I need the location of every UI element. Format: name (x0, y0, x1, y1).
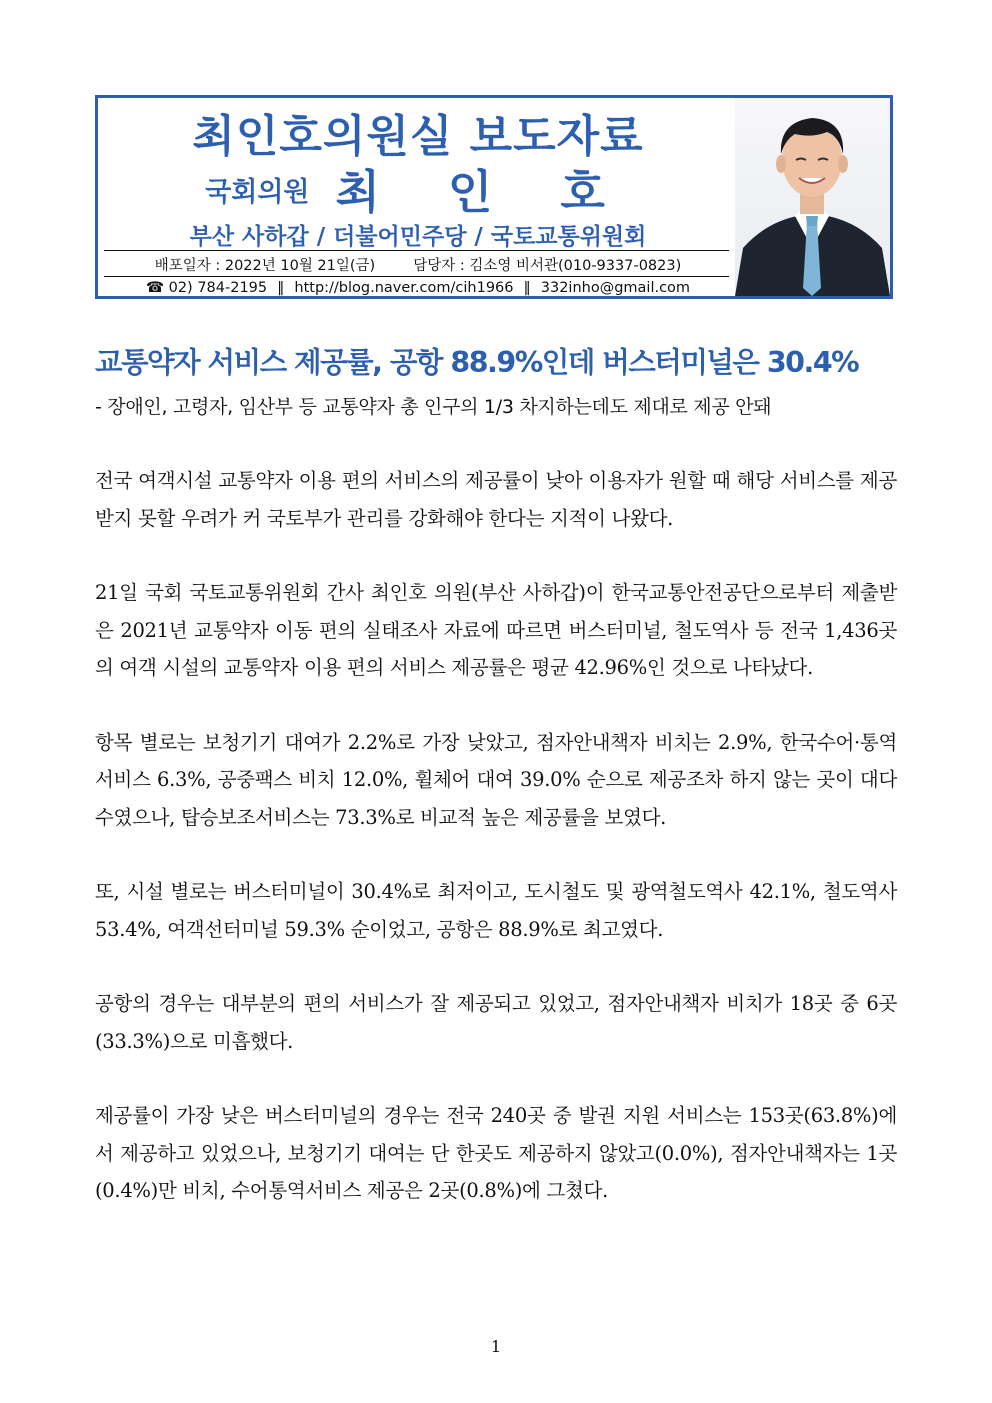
paragraph: 또, 시설 별로는 버스터미널이 30.4%로 최저이고, 도시철도 및 광역철도역사 42.1%, 철도역사 53.4%, 여객선터미널 59.3% 순이었고, 공항은 88.9%로 최고였다. (95, 880, 897, 941)
portrait-illustration (735, 98, 890, 296)
paragraph: 제공률이 가장 낮은 버스터미널의 경우는 전국 240곳 중 발권 지원 서비스는 153곳(63.8%)에서 제공하고 있었으나, 보청기기 대여는 단 한곳도 제공하지 않았고(0.0%), 점자안내책자는 1곳(0.4%)만 비치, 수어통역서비스 제공은 2곳(0.8%)에 그쳤다. (95, 1104, 897, 1202)
lawmaker-portrait (735, 98, 890, 296)
blog-link[interactable]: http://blog.naver.com/cih1966 (294, 280, 514, 296)
email-address[interactable]: 332inho@gmail.com (540, 280, 691, 296)
article-body (95, 462, 897, 1247)
press-release-title: 최인호의원실 보도자료 (192, 111, 644, 162)
lawmaker-name-row (98, 156, 738, 222)
paragraph: 21일 국회 국토교통위원회 간사 최인호 의원(부산 사하갑)이 한국교통안전공단으로부터 제출받은 2021년 교통약자 이동 편의 실태조사 자료에 따르면 버스터미널, 철도역사 등 전국 1,436곳의 여객 시설의 교통약자 이용 편의 서비스 제공률은 평균 42.96%인 것으로 나타났다. (95, 581, 897, 679)
headline: 교통약자 서비스 제공률, 공항 88.9%인데 버스터미널은 30.4% (95, 346, 859, 379)
lawmaker-affiliation: 부산 사하갑 / 더불어민주당 / 국토교통위원회 (189, 224, 647, 250)
paragraph: 공항의 경우는 대부분의 편의 서비스가 잘 제공되고 있었고, 점자안내책자 비치가 18곳 중 6곳(33.3%)으로 미흡했다. (95, 992, 897, 1053)
subheadline: - 장애인, 고령자, 임산부 등 교통약자 총 인구의 1/3 차지하는데도 제대로 제공 안돼 (95, 396, 772, 418)
header-divider (104, 276, 729, 277)
separator: ‖ (523, 280, 531, 296)
page-number: 1 (490, 1337, 502, 1356)
contact-person: 담당자 : 김소영 비서관(010-9337-0823) (413, 258, 682, 274)
distribution-date: 배포일자 : 2022년 10월 21일(금) (154, 258, 376, 274)
header-divider (104, 250, 729, 251)
lawmaker-name: 최 인 호 (335, 165, 631, 219)
lawmaker-role: 국회의원 (205, 176, 310, 208)
paragraph: 전국 여객시설 교통약자 이용 편의 서비스의 제공률이 낮아 이용자가 원할 때 해당 서비스를 제공받지 못할 우려가 커 국토부가 관리를 강화해야 한다는 지적이 나왔다. (95, 469, 897, 530)
paragraph: 항목 별로는 보청기기 대여가 2.2%로 가장 낮았고, 점자안내책자 비치는 2.9%, 한국수어·통역서비스 6.3%, 공중팩스 비치 12.0%, 휠체어 대여 39.0% 순으로 제공조차 하지 않는 곳이 대다수였으나, 탑승보조서비스는 73.3%로 비교적 높은 제공률을 보였다. (95, 730, 897, 829)
press-release-header (95, 95, 893, 299)
contact-info (98, 280, 738, 296)
phone-number: ☎ 02) 784-2195 (145, 280, 268, 296)
distribution-info (98, 254, 738, 275)
separator: ‖ (277, 280, 285, 296)
